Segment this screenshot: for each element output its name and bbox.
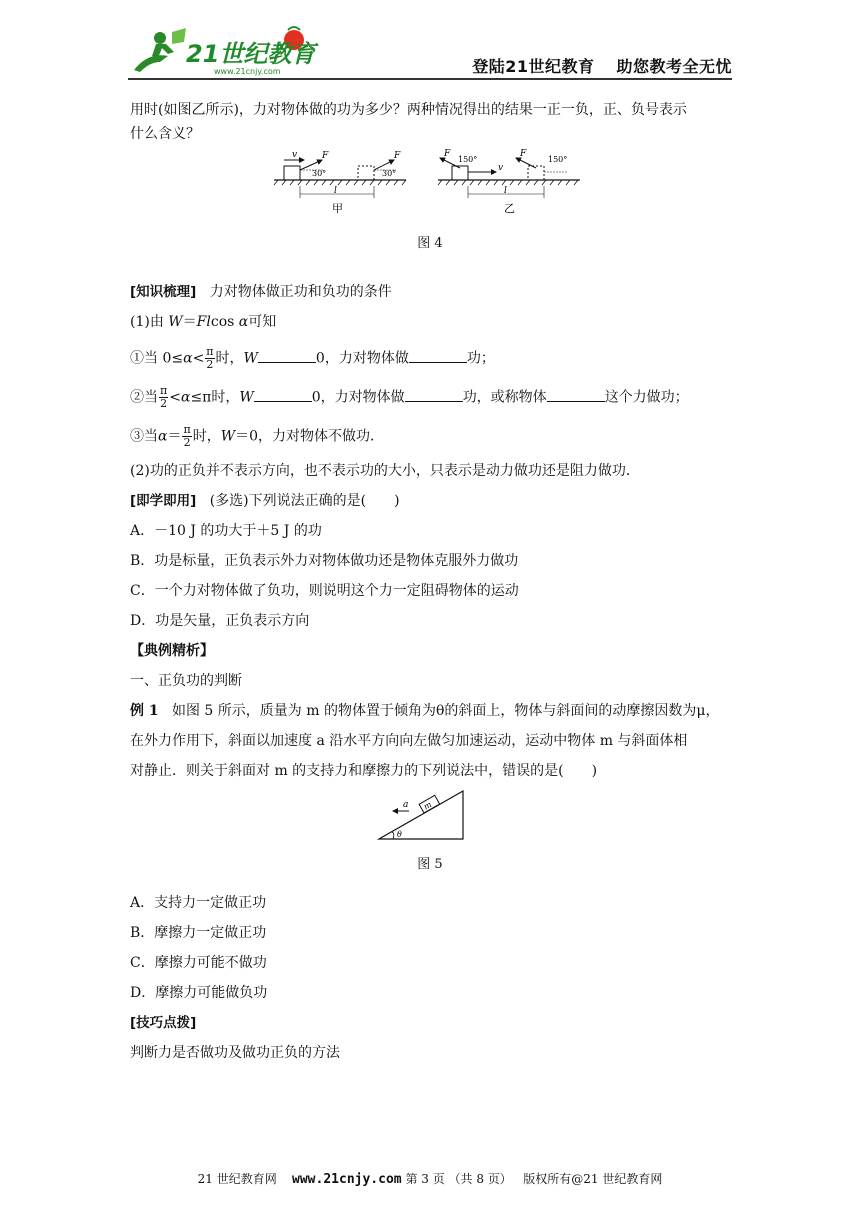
figure-5 (130, 783, 730, 851)
svg-text:30°: 30° (312, 169, 327, 178)
tips-line: 判断力是否做功及做功正负的方法 (130, 1045, 340, 1061)
svg-text:l: l (504, 186, 507, 196)
page-footer (0, 1170, 860, 1187)
svg-text:www.21cnjy.com: www.21cnjy.com (214, 67, 281, 76)
knowledge-item-2: (2)功的正负并不表示方向，也不表示功的大小，只表示是动力做功还是阻力做功． (130, 463, 640, 479)
page-header (128, 22, 732, 82)
practice-option-d: D．功是矢量，正负表示方向 (130, 613, 310, 629)
svg-text:v: v (292, 150, 298, 160)
svg-text:F: F (394, 151, 401, 161)
svg-text:150°: 150° (548, 155, 568, 164)
svg-text:l: l (334, 186, 337, 196)
figure-5-diagram (375, 787, 485, 843)
footer-page: 第 3 页 （共 8 页） (405, 1172, 512, 1186)
practice-option-a: A．－10 J 的功大于＋5 J 的功 (130, 523, 322, 539)
figure-4-diagram (270, 148, 590, 222)
example-1-label: 例 1 (130, 703, 159, 719)
slogan-right: 助您教考全无忧 (616, 57, 732, 76)
practice-option-b: B．功是标量，正负表示外力对物体做功还是物体克服外力做功 (130, 553, 519, 569)
practice-stem: (多选)下列说法正确的是( ) (209, 493, 400, 509)
example-option-a: A．支持力一定做正功 (130, 895, 267, 911)
example-option-d: D．摩擦力可能做负功 (130, 985, 268, 1001)
header-slogan (472, 54, 732, 77)
knowledge-title: 力对物体做正功和负功的条件 (209, 284, 392, 300)
practice-heading (130, 489, 730, 513)
footer-rights: 版权所有@21 世纪教育网 (523, 1172, 663, 1186)
footer-url[interactable]: www.21cnjy.com (292, 1172, 402, 1187)
example-1-line-3: 对静止．则关于斜面对 m 的支持力和摩擦力的下列说法中，错误的是( ) (130, 763, 598, 779)
svg-text:30°: 30° (382, 169, 397, 178)
knowledge-condition-1: ①当 0≤α< $\frac{\pi}{2}$ 时，W 0，力对物体做 功； (130, 345, 495, 371)
blank-5 (547, 387, 605, 402)
example-1-line-2: 在外力作用下，斜面以加速度 a 沿水平方向向左做匀加速运动，运动中物体 m 与斜面体相 (130, 733, 688, 749)
blank-4 (405, 387, 463, 402)
header-rule (128, 78, 732, 80)
svg-text:甲: 甲 (332, 202, 343, 215)
example-1-line-1: 例 1 如图 5 所示，质量为 m 的物体置于倾角为θ的斜面上，物体与斜面间的动摩擦因数为μ， (130, 703, 720, 719)
figure-4-jia (274, 150, 406, 215)
svg-text:θ: θ (397, 830, 402, 839)
blank-3 (254, 387, 312, 402)
examples-heading: 【典例精析】 (130, 643, 214, 659)
intro-line-1: 用时(如图乙所示)，力对物体做的功为多少？两种情况得出的结果一正一负，正、负号表示 (130, 102, 687, 118)
svg-text:150°: 150° (458, 155, 478, 164)
examples-section-title: 一、正负功的判断 (130, 673, 242, 689)
figure-5-caption: 图 5 (417, 857, 443, 872)
svg-text:v: v (498, 163, 504, 173)
svg-text:F: F (322, 151, 329, 161)
blank-1 (258, 348, 316, 363)
svg-text:F: F (444, 149, 451, 159)
practice-tag: [即学即用] (130, 493, 197, 509)
svg-text:21世纪教育: 21世纪教育 (186, 40, 316, 68)
figure-4 (130, 146, 730, 230)
svg-text:m: m (422, 799, 434, 812)
example-option-b: B．摩擦力一定做正功 (130, 925, 267, 941)
svg-text:F: F (520, 149, 527, 159)
knowledge-item-1: (1)由 W＝Flcos α可知 (130, 314, 277, 330)
figure-4-caption: 图 4 (417, 236, 443, 251)
tips-tag: [技巧点拨] (130, 1015, 197, 1031)
intro-line-2: 什么含义？ (130, 126, 200, 142)
svg-text:乙: 乙 (504, 202, 515, 215)
blank-2 (409, 348, 467, 363)
knowledge-condition-2: ②当 $\frac{\pi}{2}$ <α≤π时，W 0，力对物体做 功，或称物体 这个力做功； (130, 384, 689, 410)
knowledge-tag: [知识梳理] (130, 284, 197, 300)
example-option-c: C．摩擦力可能不做功 (130, 955, 267, 971)
practice-option-c: C．一个力对物体做了负功，则说明这个力一定阻碍物体的运动 (130, 583, 519, 599)
svg-text:a: a (403, 800, 409, 810)
page-content (130, 98, 730, 1065)
site-logo (128, 22, 328, 78)
footer-site: 21 世纪教育网 (197, 1172, 277, 1186)
knowledge-condition-3: ③当α＝ $\frac{\pi}{2}$ 时，W＝0，力对物体不做功． (130, 423, 385, 449)
slogan-left: 登陆21世纪教育 (472, 57, 595, 76)
figure-4-yi (438, 149, 580, 215)
knowledge-heading (130, 280, 730, 304)
